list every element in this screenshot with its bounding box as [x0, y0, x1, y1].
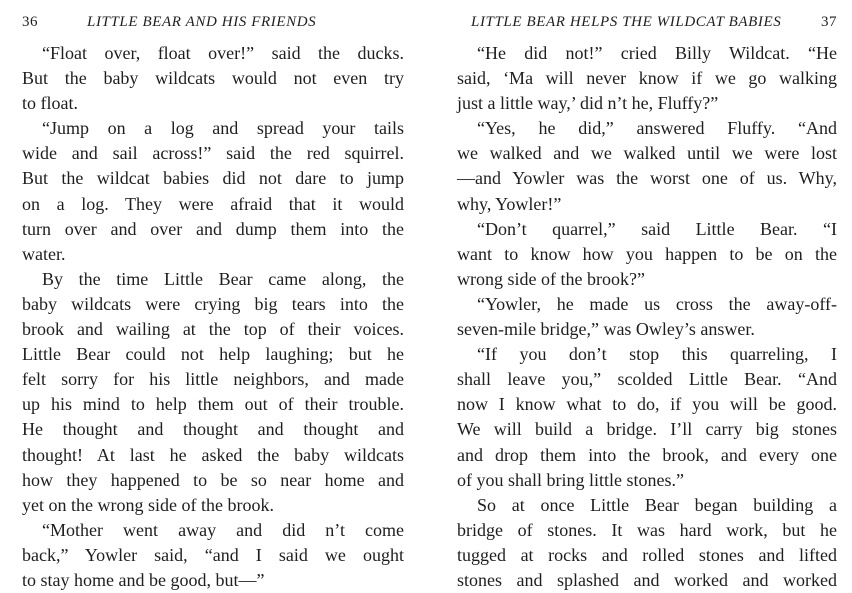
text-line: yet on the wrong side of the brook. — [22, 494, 274, 515]
text-line: up his mind to help them out of their trouble. — [22, 394, 404, 415]
text-line: But the wildcat babies did not dare to jump — [22, 168, 404, 189]
right-body-text — [457, 41, 837, 593]
text-line: “Float over, float over!” said the ducks. — [42, 43, 404, 63]
text-line: turn over and over and dump them into the — [22, 218, 404, 239]
text-line: “Yowler, he made us cross the away-off- — [477, 293, 837, 314]
text-line: But the baby wildcats would not even try — [22, 68, 404, 89]
text-line: thought! At last he asked the baby wildcats — [22, 444, 404, 465]
right-running-head — [457, 10, 837, 34]
text-line: of you shall bring little stones.” — [457, 469, 684, 490]
text-line: “If you don’t stop this quarreling, I — [477, 344, 837, 365]
right-running-head-title: LITTLE BEAR HELPS THE WILDCAT BABIES — [471, 14, 782, 30]
text-line: on a log. They were afraid that it would — [22, 193, 404, 214]
text-line: “Don’t quarrel,” said Little Bear. “I — [477, 218, 837, 239]
text-line: “He did not!” cried Billy Wildcat. “He — [477, 43, 837, 63]
text-line: “Jump on a log and spread your tails — [42, 118, 404, 139]
text-line: stones and splashed and worked and worked — [457, 569, 837, 590]
text-line: just a little way,’ did n’t he, Fluffy?” — [457, 93, 719, 114]
text-line: baby wildcats were crying big tears into the — [22, 293, 404, 314]
text-line: want to know how you happen to be on the — [457, 243, 837, 264]
text-line: —and Yowler was the worst one of us. Why, — [457, 168, 837, 189]
text-line: to float. — [22, 93, 78, 114]
text-line: shall leave you,” scolded Little Bear. “And — [457, 369, 837, 390]
text-line: back,” Yowler said, “and I said we ought — [22, 544, 404, 565]
text-line: how they happened to be so near home and — [22, 469, 404, 490]
text-line: wide and sail across!” said the red squirrel. — [22, 143, 404, 164]
text-line: said, ‘Ma will never know if we go walking — [457, 68, 837, 89]
text-line: We will build a bridge. I’ll carry big stones — [457, 419, 837, 440]
left-running-head — [22, 10, 404, 34]
text-line: “Yes, he did,” answered Fluffy. “And — [477, 118, 837, 139]
text-line: “Mother went away and did n’t come — [42, 519, 404, 540]
text-line: He thought and thought and thought and — [22, 419, 404, 440]
text-line: Little Bear could not help laughing; but he — [22, 344, 404, 365]
text-line: now I know what to do, if you will be good. — [457, 394, 837, 415]
text-line: water. — [22, 243, 66, 264]
text-line: seven-mile bridge,” was Owley’s answer. — [457, 319, 755, 340]
text-line: and drop them into the brook, and every one — [457, 444, 837, 465]
text-line: tugged at rocks and rolled stones and lifted — [457, 544, 837, 565]
left-page-number: 36 — [22, 14, 38, 30]
text-line: bridge of stones. It was hard work, but he — [457, 519, 837, 540]
text-line: we walked and we walked until we were lost — [457, 143, 837, 164]
text-line: brook and wailing at the top of their voices. — [22, 319, 404, 340]
right-page-number: 37 — [821, 14, 837, 30]
text-line: wrong side of the brook?” — [457, 268, 645, 289]
text-line: felt sorry for his little neighbors, and made — [22, 369, 404, 390]
text-line: why, Yowler!” — [457, 193, 562, 214]
left-body-text — [22, 41, 404, 593]
text-line: to stay home and be good, but—” — [22, 569, 265, 590]
left-running-head-title: LITTLE BEAR AND HIS FRIENDS — [87, 14, 317, 30]
text-line: So at once Little Bear began building a — [477, 494, 837, 515]
text-line: By the time Little Bear came along, the — [42, 268, 404, 289]
